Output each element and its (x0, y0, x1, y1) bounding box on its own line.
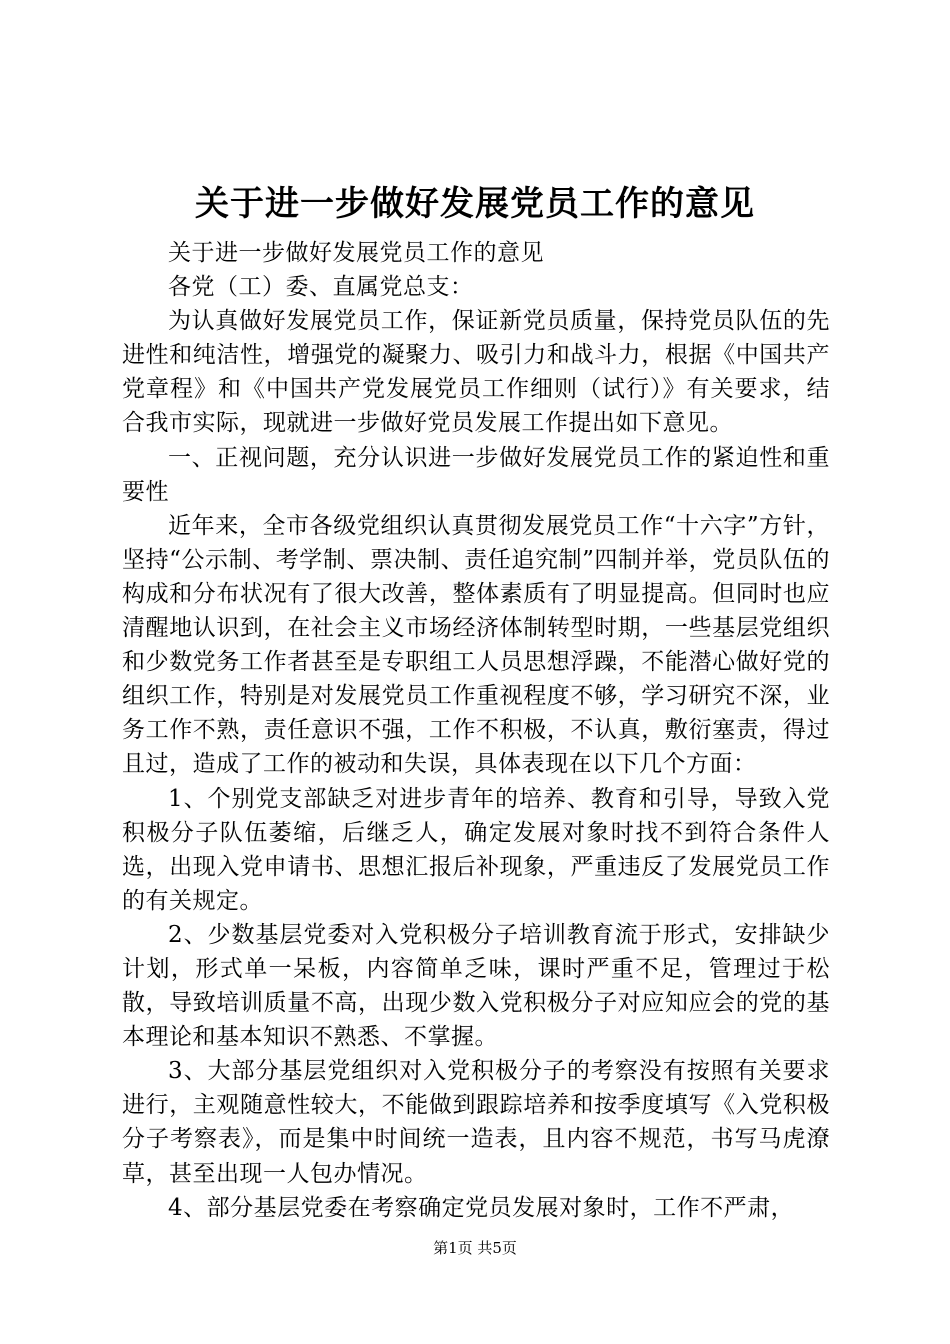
paragraph-background: 近年来，全市各级党组织认真贯彻发展党员工作“十六字”方针，坚持“公示制、考学制、票决制、责任追究制”四制并举，党员队伍的构成和分布状况有了很大改善，整体素质有了明显提高。但同时也应清醒地认识到，在社会主义市场经济体制转型时期，一些基层党组织和少数党务工作者甚至是专职组工人员思想浮躁，不能潜心做好党的组织工作，特别是对发展党员工作重视程度不够，学习研究不深，业务工作不熟，责任意识不强，工作不积极，不认真，敷衍塞责，得过且过，造成了工作的被动和失误，具体表现在以下几个方面： (122, 512, 830, 778)
document-title: 关于进一步做好发展党员工作的意见 (195, 184, 755, 224)
paragraph-item-1: 1、个别党支部缺乏对进步青年的培养、教育和引导，导致入党积极分子队伍萎缩，后继乏人，确定发展对象时找不到符合条件人选，出现入党申请书、思想汇报后补现象，严重违反了发展党员工作的有关规定。 (122, 785, 830, 914)
paragraph-item-2: 2、少数基层党委对入党积极分子培训教育流于形式，安排缺少计划，形式单一呆板，内容简单乏味，课时严重不足，管理过于松散，导致培训质量不高，出现少数入党积极分子对应知应会的党的基本理论和基本知识不熟悉、不掌握。 (122, 921, 830, 1051)
paragraph-item-3: 3、大部分基层党组织对入党积极分子的考察没有按照有关要求进行，主观随意性较大，不能做到跟踪培养和按季度填写《入党积极分子考察表》，而是集中时间统一造表，且内容不规范，书写马虎潦草，甚至出现一人包办情况。 (122, 1058, 830, 1187)
paragraph-item-4: 4、部分基层党委在考察确定党员发展对象时，工作不严肃， (168, 1194, 795, 1221)
paragraph-intro: 为认真做好发展党员工作，保证新党员质量，保持党员队伍的先进性和纯洁性，增强党的凝聚力、吸引力和战斗力，根据《中国共产党章程》和《中国共产党发展党员工作细则（试行）》有关要求，结合我市实际，现就进一步做好党员发展工作提出如下意见。 (122, 308, 830, 437)
paragraph-heading-repeat: 关于进一步做好发展党员工作的意见 (168, 240, 544, 266)
paragraph-salutation: 各党（工）委、直属党总支： (168, 274, 474, 301)
page-footer: 第1页 共5页 (433, 1239, 517, 1257)
document-body (122, 236, 830, 1225)
paragraph-section-one-heading: 一、正视问题，充分认识进一步做好发展党员工作的紧迫性和重要性 (122, 444, 830, 505)
